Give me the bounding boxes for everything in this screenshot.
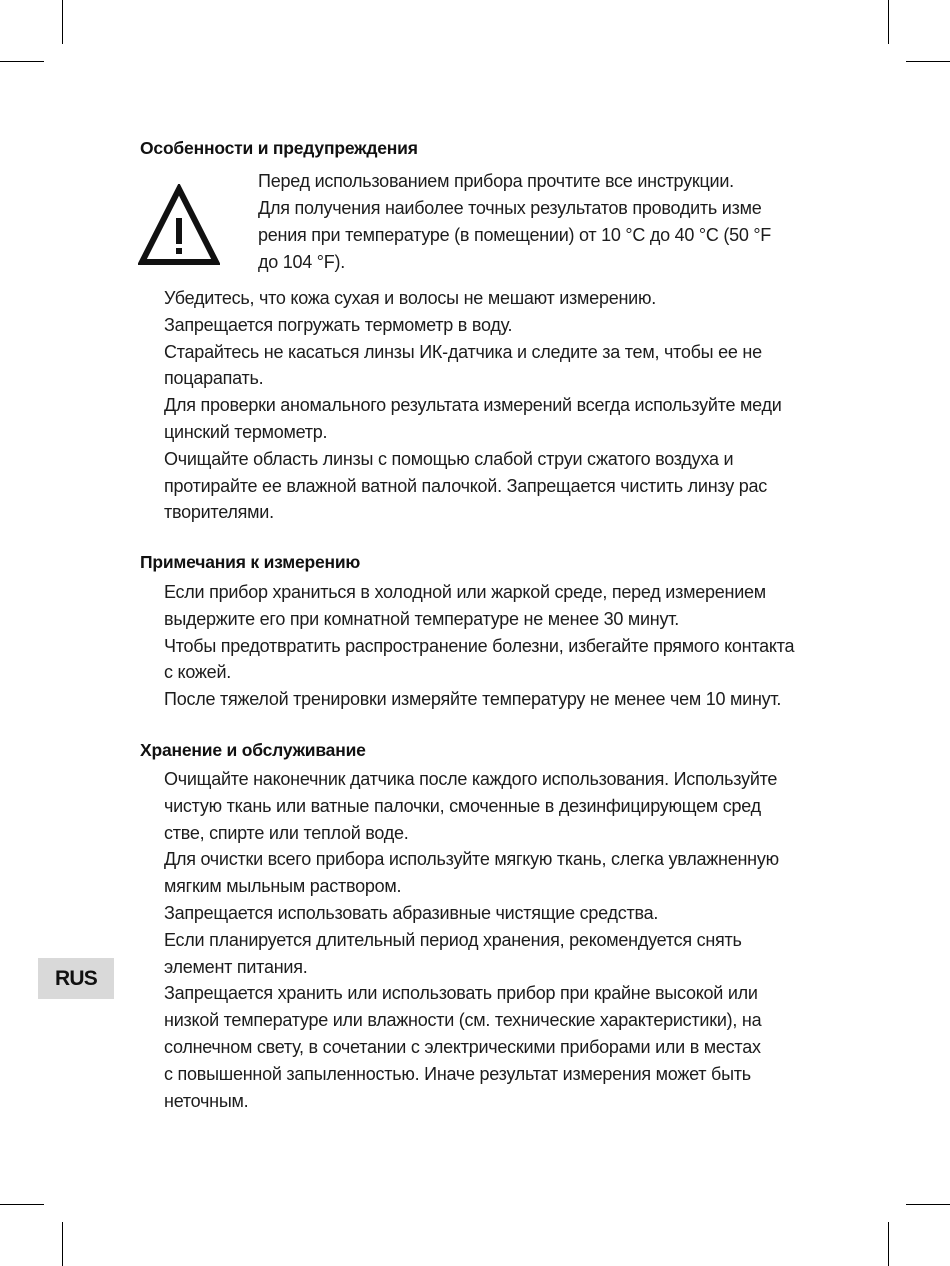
text-line: цинский термометр.: [164, 421, 328, 442]
features-text: [164, 285, 824, 526]
text-line: с повышенной запыленностью. Иначе результат измерения может быть: [164, 1063, 751, 1084]
text-line: Чтобы предотвратить распространение болезни, избегайте прямого контакта: [164, 635, 795, 656]
crop-mark: [0, 61, 44, 62]
text-line: Убедитесь, что кожа сухая и волосы не мешают измерению.: [164, 288, 656, 308]
crop-mark: [62, 1222, 63, 1266]
text-line: творителями.: [164, 502, 274, 523]
text-line: протирайте ее влажной ватной палочкой. Запрещается чистить линзу рас: [164, 475, 767, 496]
intro-line: Для получения наиболее точных результатов проводить изме: [258, 198, 762, 218]
text-line: Очищайте наконечник датчика после каждого использования. Используйте: [164, 769, 778, 789]
section-title-features: Особенности и предупреждения: [140, 138, 418, 158]
text-line: солнечном свету, в сочетании с электрическими приборами или в местах: [164, 1036, 761, 1057]
text-line: стве, спирте или теплой воде.: [164, 822, 409, 843]
warning-triangle-icon: [138, 184, 220, 266]
text-line: После тяжелой тренировки измеряйте температуру не менее чем 10 минут.: [164, 689, 782, 710]
crop-mark: [906, 61, 950, 62]
language-tab: [38, 958, 114, 999]
text-line: Если планируется длительный период хранения, рекомендуется снять: [164, 929, 742, 950]
text-line: Запрещается погружать термометр в воду.: [164, 314, 513, 335]
text-line: Старайтесь не касаться линзы ИК-датчика и следите за тем, чтобы ее не: [164, 341, 762, 362]
crop-mark: [906, 1204, 950, 1205]
text-line: мягким мыльным раствором.: [164, 876, 402, 897]
section-title-measurement-notes: Примечания к измерению: [140, 552, 361, 572]
intro-line: до 104 °F).: [258, 252, 345, 272]
section-title-storage: Хранение и обслуживание: [140, 740, 366, 760]
measurement-notes-text: [164, 579, 824, 713]
text-line: выдержите его при комнатной температуре не менее 30 минут.: [164, 608, 679, 629]
text-line: низкой температуре или влажности (см. технические характеристики), на: [164, 1010, 762, 1031]
language-tab-label: RUS: [55, 966, 97, 990]
text-line: Если прибор храниться в холодной или жаркой среде, перед измерением: [164, 582, 766, 602]
crop-mark: [0, 1204, 44, 1205]
storage-text: [164, 766, 824, 1114]
text-line: чистую ткань или ватные палочки, смоченные в дезинфицирующем сред: [164, 795, 761, 816]
text-line: Очищайте область линзы с помощью слабой струи сжатого воздуха и: [164, 448, 734, 469]
text-line: Запрещается использовать абразивные чистящие средства.: [164, 902, 659, 923]
text-line: с кожей.: [164, 662, 231, 683]
crop-mark: [888, 0, 889, 44]
text-line: поцарапать.: [164, 368, 264, 389]
intro-line: Перед использованием прибора прочтите все инструкции.: [258, 171, 734, 191]
text-line: неточным.: [164, 1090, 249, 1111]
text-line: элемент питания.: [164, 956, 308, 977]
text-line: Для проверки аномального результата измерений всегда используйте меди: [164, 395, 782, 416]
text-line: Для очистки всего прибора используйте мягкую ткань, слегка увлажненную: [164, 849, 779, 870]
crop-mark: [888, 1222, 889, 1266]
warning-intro: [258, 168, 818, 276]
text-line: Запрещается хранить или использовать прибор при крайне высокой или: [164, 983, 758, 1004]
intro-line: рения при температуре (в помещении) от 10 °C до 40 °C (50 °F: [258, 225, 772, 245]
crop-mark: [62, 0, 63, 44]
